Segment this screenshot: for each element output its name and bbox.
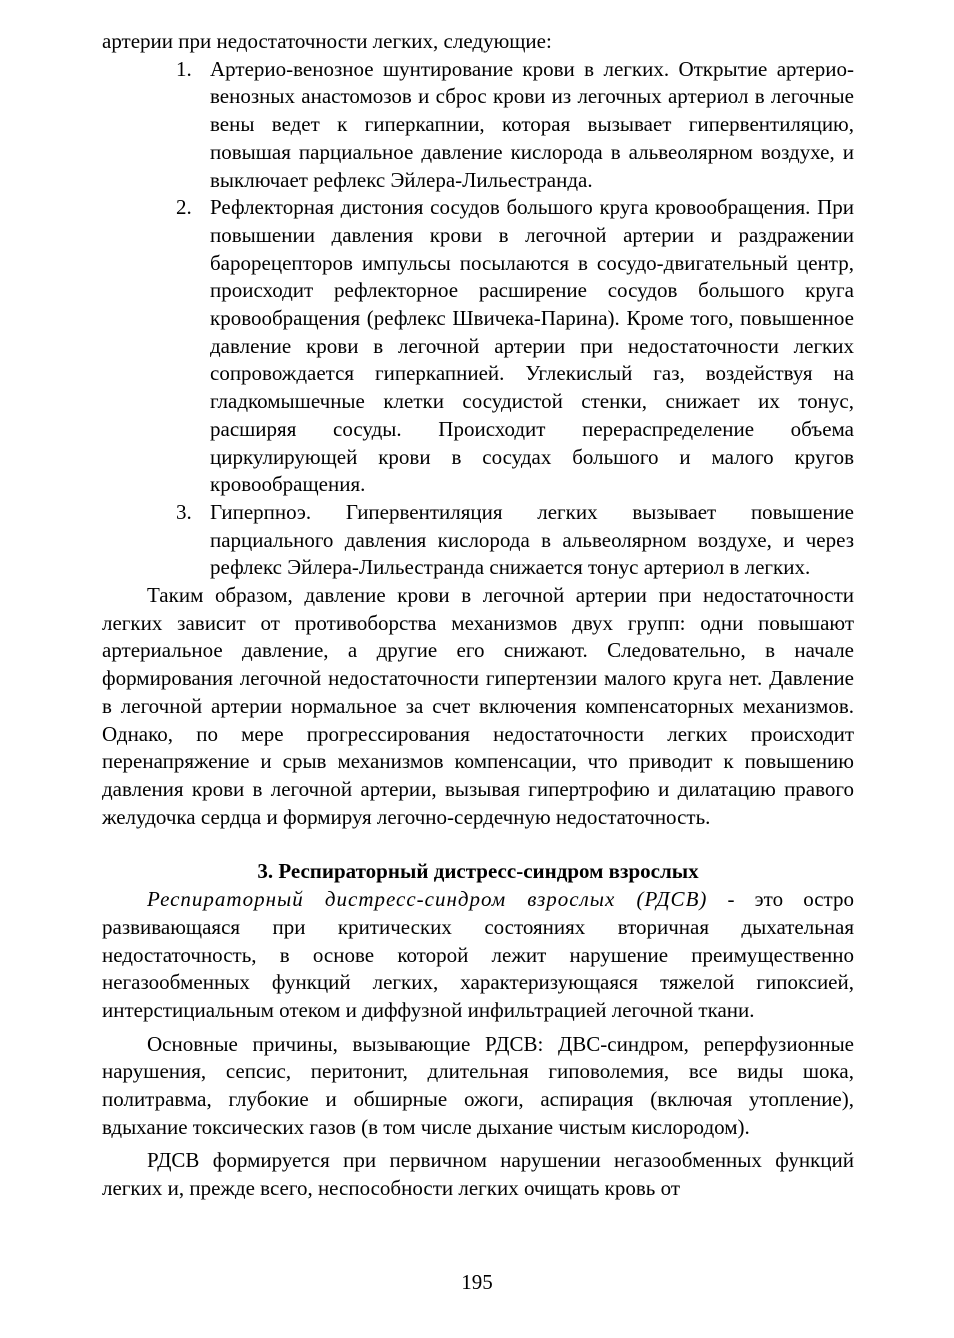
page-body: [102, 28, 854, 1203]
formation-paragraph: РДСВ формируется при первичном нарушении негазообменных функций легких и, прежде всего, неспособности легких очищать кровь от: [102, 1148, 854, 1201]
list-item-number: 3.: [176, 499, 192, 524]
list-item-text: Артерио-венозное шунтирование крови в легких. Открытие артерио-венозных анастомозов и сброс крови из легочных артериол в легочные вены ведет к гиперкапнии, которая вызывает гипервентиляцию, повышая парциальное давление кислорода в альвеолярном воздухе, и выключает рефлекс Эйлера-Лильестранда.: [210, 56, 854, 192]
list-item-number: 1.: [176, 56, 192, 81]
list-item: [102, 499, 854, 582]
list-item-text: Гиперпноэ. Гипервентиляция легких вызывает повышение парциального давления кислорода в альвеолярном воздухе, и через рефлекс Эйлера-Лильестранда снижается тонус артериол в легких.: [210, 499, 854, 580]
reasons-list: [102, 56, 854, 582]
section-spacer: [102, 831, 854, 858]
causes-paragraph: Основные причины, вызывающие РДСВ: ДВС-синдром, реперфузионные нарушения, сепсис, перитонит, длительная гиповолемия, все виды шока, политравма, глубокие и обширные ожоги, аспирация (включая утопление), вдыхание токсических газов (в том числе дыхание чистым кислородом).: [102, 1031, 854, 1139]
intro-line: артерии при недостаточности легких, следующие:: [102, 29, 552, 53]
list-item-number: 2.: [176, 195, 192, 220]
definition-term: Респираторный дистресс-синдром взрослых (РДСВ): [147, 887, 708, 912]
definition-paragraph: [102, 886, 854, 1025]
definition-text: - это остро развивающаяся при критических состояниях вторичная дыхательная недостаточность, в основе которой лежит нарушение преимущественно негазообменных функций легких, характеризующаяся тяжелой гипоксией, интерстициальным отеком и диффузной инфильтрацией легочной ткани.: [102, 887, 854, 1022]
conclusion-paragraph: Таким образом, давление крови в легочной артерии при недостаточности легких зависит от противоборства механизмов двух групп: одни повышают артериальное давление, а другие его снижают. Следовательно, в начале формирования легочной недостаточности гипертензии малого круга нет. Давление в легочной артерии нормальное за счет включения компенсаторных механизмов. Однако, по мере прогрессирования недостаточности легких происходит перенапряжение и срыв механизмов компенсации, что приводит к повышению давления крови в легочной артерии, вызывая гипертрофию и дилатацию правого желудочка сердца и формируя легочно-сердечную недостаточность.: [102, 583, 854, 829]
section-title: 3. Респираторный дистресс-синдром взрослых: [257, 859, 699, 884]
list-item: [102, 194, 854, 499]
page-number: 195: [461, 1270, 493, 1294]
list-item: [102, 56, 854, 195]
list-item-text: Рефлекторная дистония сосудов большого круга кровообращения. При повышении давления крови в легочной артерии и раздражении барорецепторов импульсы посылаются в сосудо-двигательный центр, происходит рефлекторное расширение сосудов большого круга кровообращения (рефлекс Швичека-Парина). Кроме того, повышенное давление крови в легочной артерии при недостаточности легких сопровождается гиперкапнией. Углекислый газ, воздействуя на гладкомышечные клетки сосудистой стенки, снижает их тонус, расширяя сосуды. Происходит перераспределение объема циркулирующей крови в сосудах большого и малого кругов кровообращения.: [210, 195, 854, 497]
